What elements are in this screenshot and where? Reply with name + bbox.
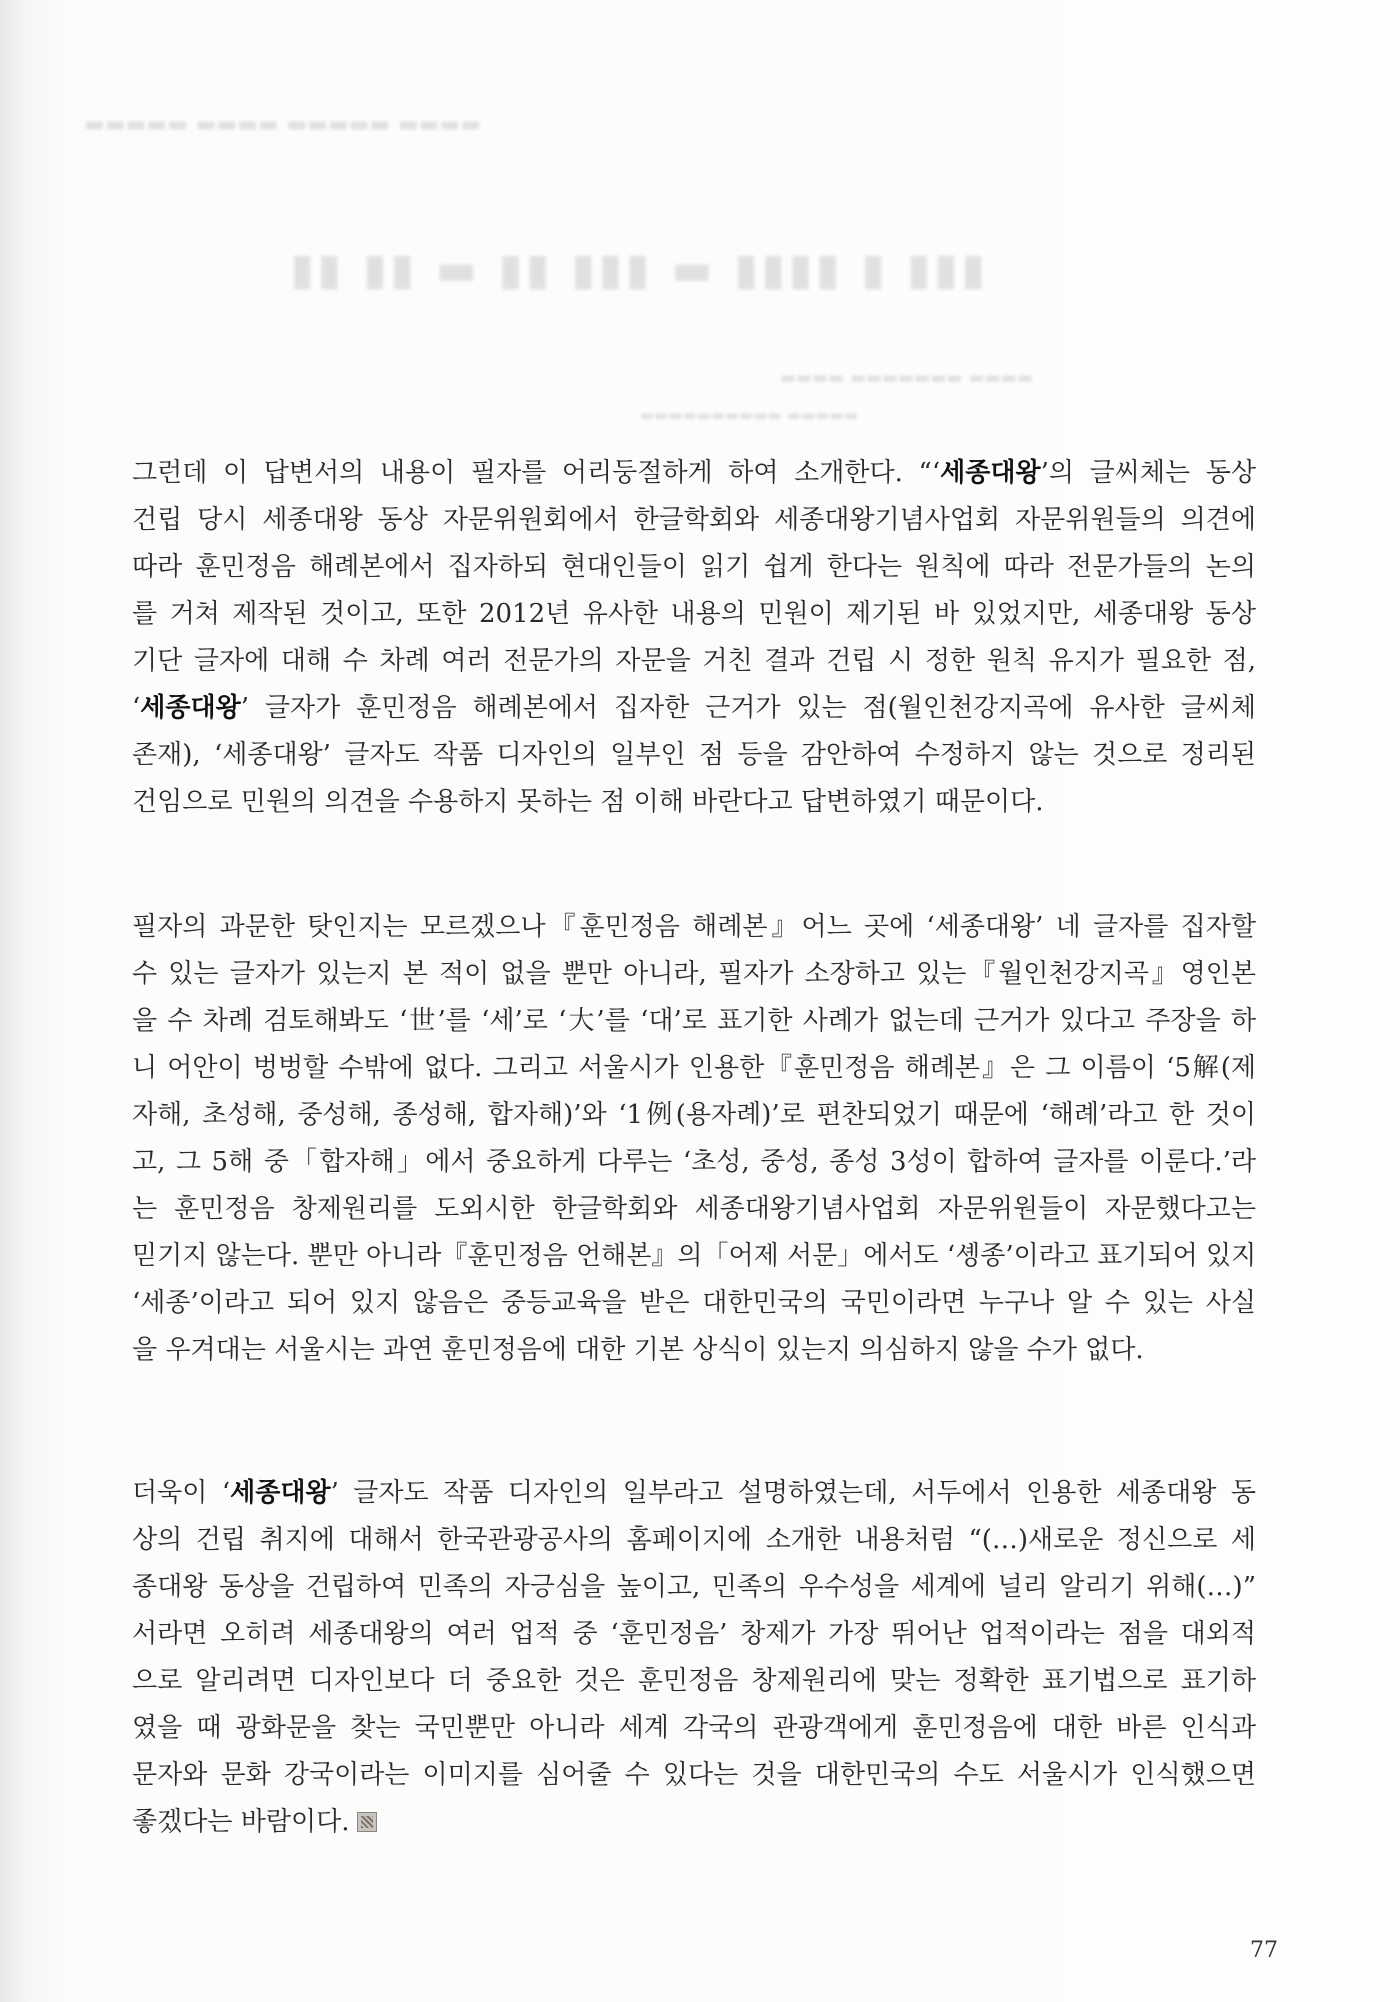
text-run: ’ 글자도 작품 디자인의 일부라고 설명하였는데, 서두에서 인용한 세종대왕 동 — [330, 1478, 1256, 1508]
text-line — [132, 1470, 1256, 1517]
text-line: 건임으로 민원의 의견을 수용하지 못하는 점 이해 바란다고 답변하였기 때문이다. — [132, 787, 1044, 817]
text-line: 건립 당시 세종대왕 동상 자문위원회에서 한글학회와 세종대왕기념사업회 자문위원들의 의견에 — [132, 505, 1256, 535]
text-run: ’ 글자가 훈민정음 해례본에서 집자한 근거가 있는 점(월인천강지곡에 유사한 글씨체 — [240, 693, 1256, 723]
text-line: 자해, 초성해, 중성해, 종성해, 합자해)’와 ‘1例(용자례)’로 편찬되었기 때문에 ‘해례’라고 한 것이 — [132, 1100, 1256, 1130]
bleed-through-caption: ▬▬▬▬▬▬▬▬▬▬ ▬▬▬▬▬ — [640, 406, 858, 424]
text-run: ’의 글씨체는 동상 — [1040, 458, 1256, 488]
text-run: ‘ — [132, 693, 141, 723]
page-number: 77 — [1250, 1938, 1278, 1963]
text-line: ‘세종’이라고 되어 있지 않음은 중등교육을 받은 대한민국의 국민이라면 누구나 알 수 있는 사실 — [132, 1288, 1256, 1318]
text-line: 고, 그 5해 중「합자해」에서 중요하게 다루는 ‘초성, 중성, 종성 3성이 합하여 글자를 이룬다.’라 — [132, 1147, 1256, 1177]
body-paragraph-1 — [132, 450, 1256, 826]
bleed-through-subtitle: ▬▬▬▬ ▬▬▬▬▬▬▬ ▬▬▬▬ — [780, 368, 1033, 388]
text-line: 따라 훈민정음 해례본에서 집자하되 현대인들이 읽기 쉽게 한다는 원칙에 따라 전문가들의 논의 — [132, 552, 1256, 582]
text-line: 필자의 과문한 탓인지는 모르겠으나『훈민정음 해례본』어느 곳에 ‘세종대왕’ 네 글자를 집자할 — [132, 912, 1256, 942]
text-line: 기단 글자에 대해 수 차례 여러 전문가의 자문을 거친 결과 건립 시 정한 원칙 유지가 필요한 점, — [132, 646, 1256, 676]
emphasized-term: 세종대왕 — [940, 458, 1041, 488]
text-line — [132, 450, 1256, 497]
text-line: 문자와 문화 강국이라는 이미지를 심어줄 수 있다는 것을 대한민국의 수도 서울시가 인식했으면 — [132, 1760, 1256, 1790]
text-line: 상의 건립 취지에 대해서 한국관광공사의 홈페이지에 소개한 내용처럼 “(…)새로운 정신으로 세 — [132, 1525, 1256, 1555]
body-paragraph-2 — [132, 904, 1256, 1374]
text-line: 을 수 차례 검토해봐도 ‘世’를 ‘세’로 ‘大’를 ‘대’로 표기한 사례가 없는데 근거가 있다고 주장을 하 — [132, 1006, 1256, 1036]
text-line: 으로 알리려면 디자인보다 더 중요한 것은 훈민정음 창제원리에 맞는 정확한 표기법으로 표기하 — [132, 1666, 1256, 1696]
body-paragraph-3 — [132, 1470, 1256, 1846]
text-line: 존재), ‘세종대왕’ 글자도 작품 디자인의 일부인 점 등을 감안하여 수정하지 않는 것으로 정리된 — [132, 740, 1256, 770]
text-line — [132, 685, 1256, 732]
text-line: 믿기지 않는다. 뿐만 아니라『훈민정음 언해본』의「어제 서문」에서도 ‘솅종’이라고 표기되어 있지 — [132, 1241, 1257, 1271]
text-run: 좋겠다는 바람이다. — [132, 1807, 350, 1837]
text-line: 였을 때 광화문을 찾는 국민뿐만 아니라 세계 각국의 관광객에게 훈민정음에 대한 바른 인식과 — [132, 1713, 1256, 1743]
text-run: 그런데 이 답변서의 내용이 필자를 어리둥절하게 하여 소개한다. “‘ — [132, 458, 941, 488]
text-line: 를 거쳐 제작된 것이고, 또한 2012년 유사한 내용의 민원이 제기된 바 있었지만, 세종대왕 동상 — [132, 599, 1256, 629]
text-line: 종대왕 동상을 건립하여 민족의 자긍심을 높이고, 민족의 우수성을 세계에 널리 알리기 위해(…)” — [132, 1572, 1256, 1602]
emphasized-term: 세종대왕 — [230, 1478, 331, 1508]
seal-stamp-icon — [357, 1812, 377, 1832]
text-line: 을 우겨대는 서울시는 과연 훈민정음에 대한 기본 상식이 있는지 의심하지 않을 수가 없다. — [132, 1335, 1144, 1365]
text-line: 는 훈민정음 창제원리를 도외시한 한글학회와 세종대왕기념사업회 자문위원들이 자문했다고는 — [132, 1194, 1256, 1224]
text-run: 더욱이 ‘ — [132, 1478, 231, 1508]
bleed-through-title: ▮▮ ▮▮ ▬ ▮▮ ▮▮▮ ▬ ▮▮▮▮ ▮ ▮▮▮ — [290, 244, 989, 295]
emphasized-term: 세종대왕 — [140, 693, 241, 723]
text-line — [132, 1799, 1256, 1846]
text-line: 서라면 오히려 세종대왕의 여러 업적 중 ‘훈민정음’ 창제가 가장 뛰어난 업적이라는 점을 대외적 — [132, 1619, 1256, 1649]
text-line: 니 어안이 벙벙할 수밖에 없다. 그리고 서울시가 인용한『훈민정음 해례본』은 그 이름이 ‘5解(제 — [132, 1053, 1256, 1083]
bleed-through-header: ▬▬▬▬▬ ▬▬▬▬ ▬▬▬▬▬ ▬▬▬▬ — [84, 112, 482, 137]
text-line: 수 있는 글자가 있는지 본 적이 없을 뿐만 아니라, 필자가 소장하고 있는『월인천강지곡』영인본 — [132, 959, 1256, 989]
